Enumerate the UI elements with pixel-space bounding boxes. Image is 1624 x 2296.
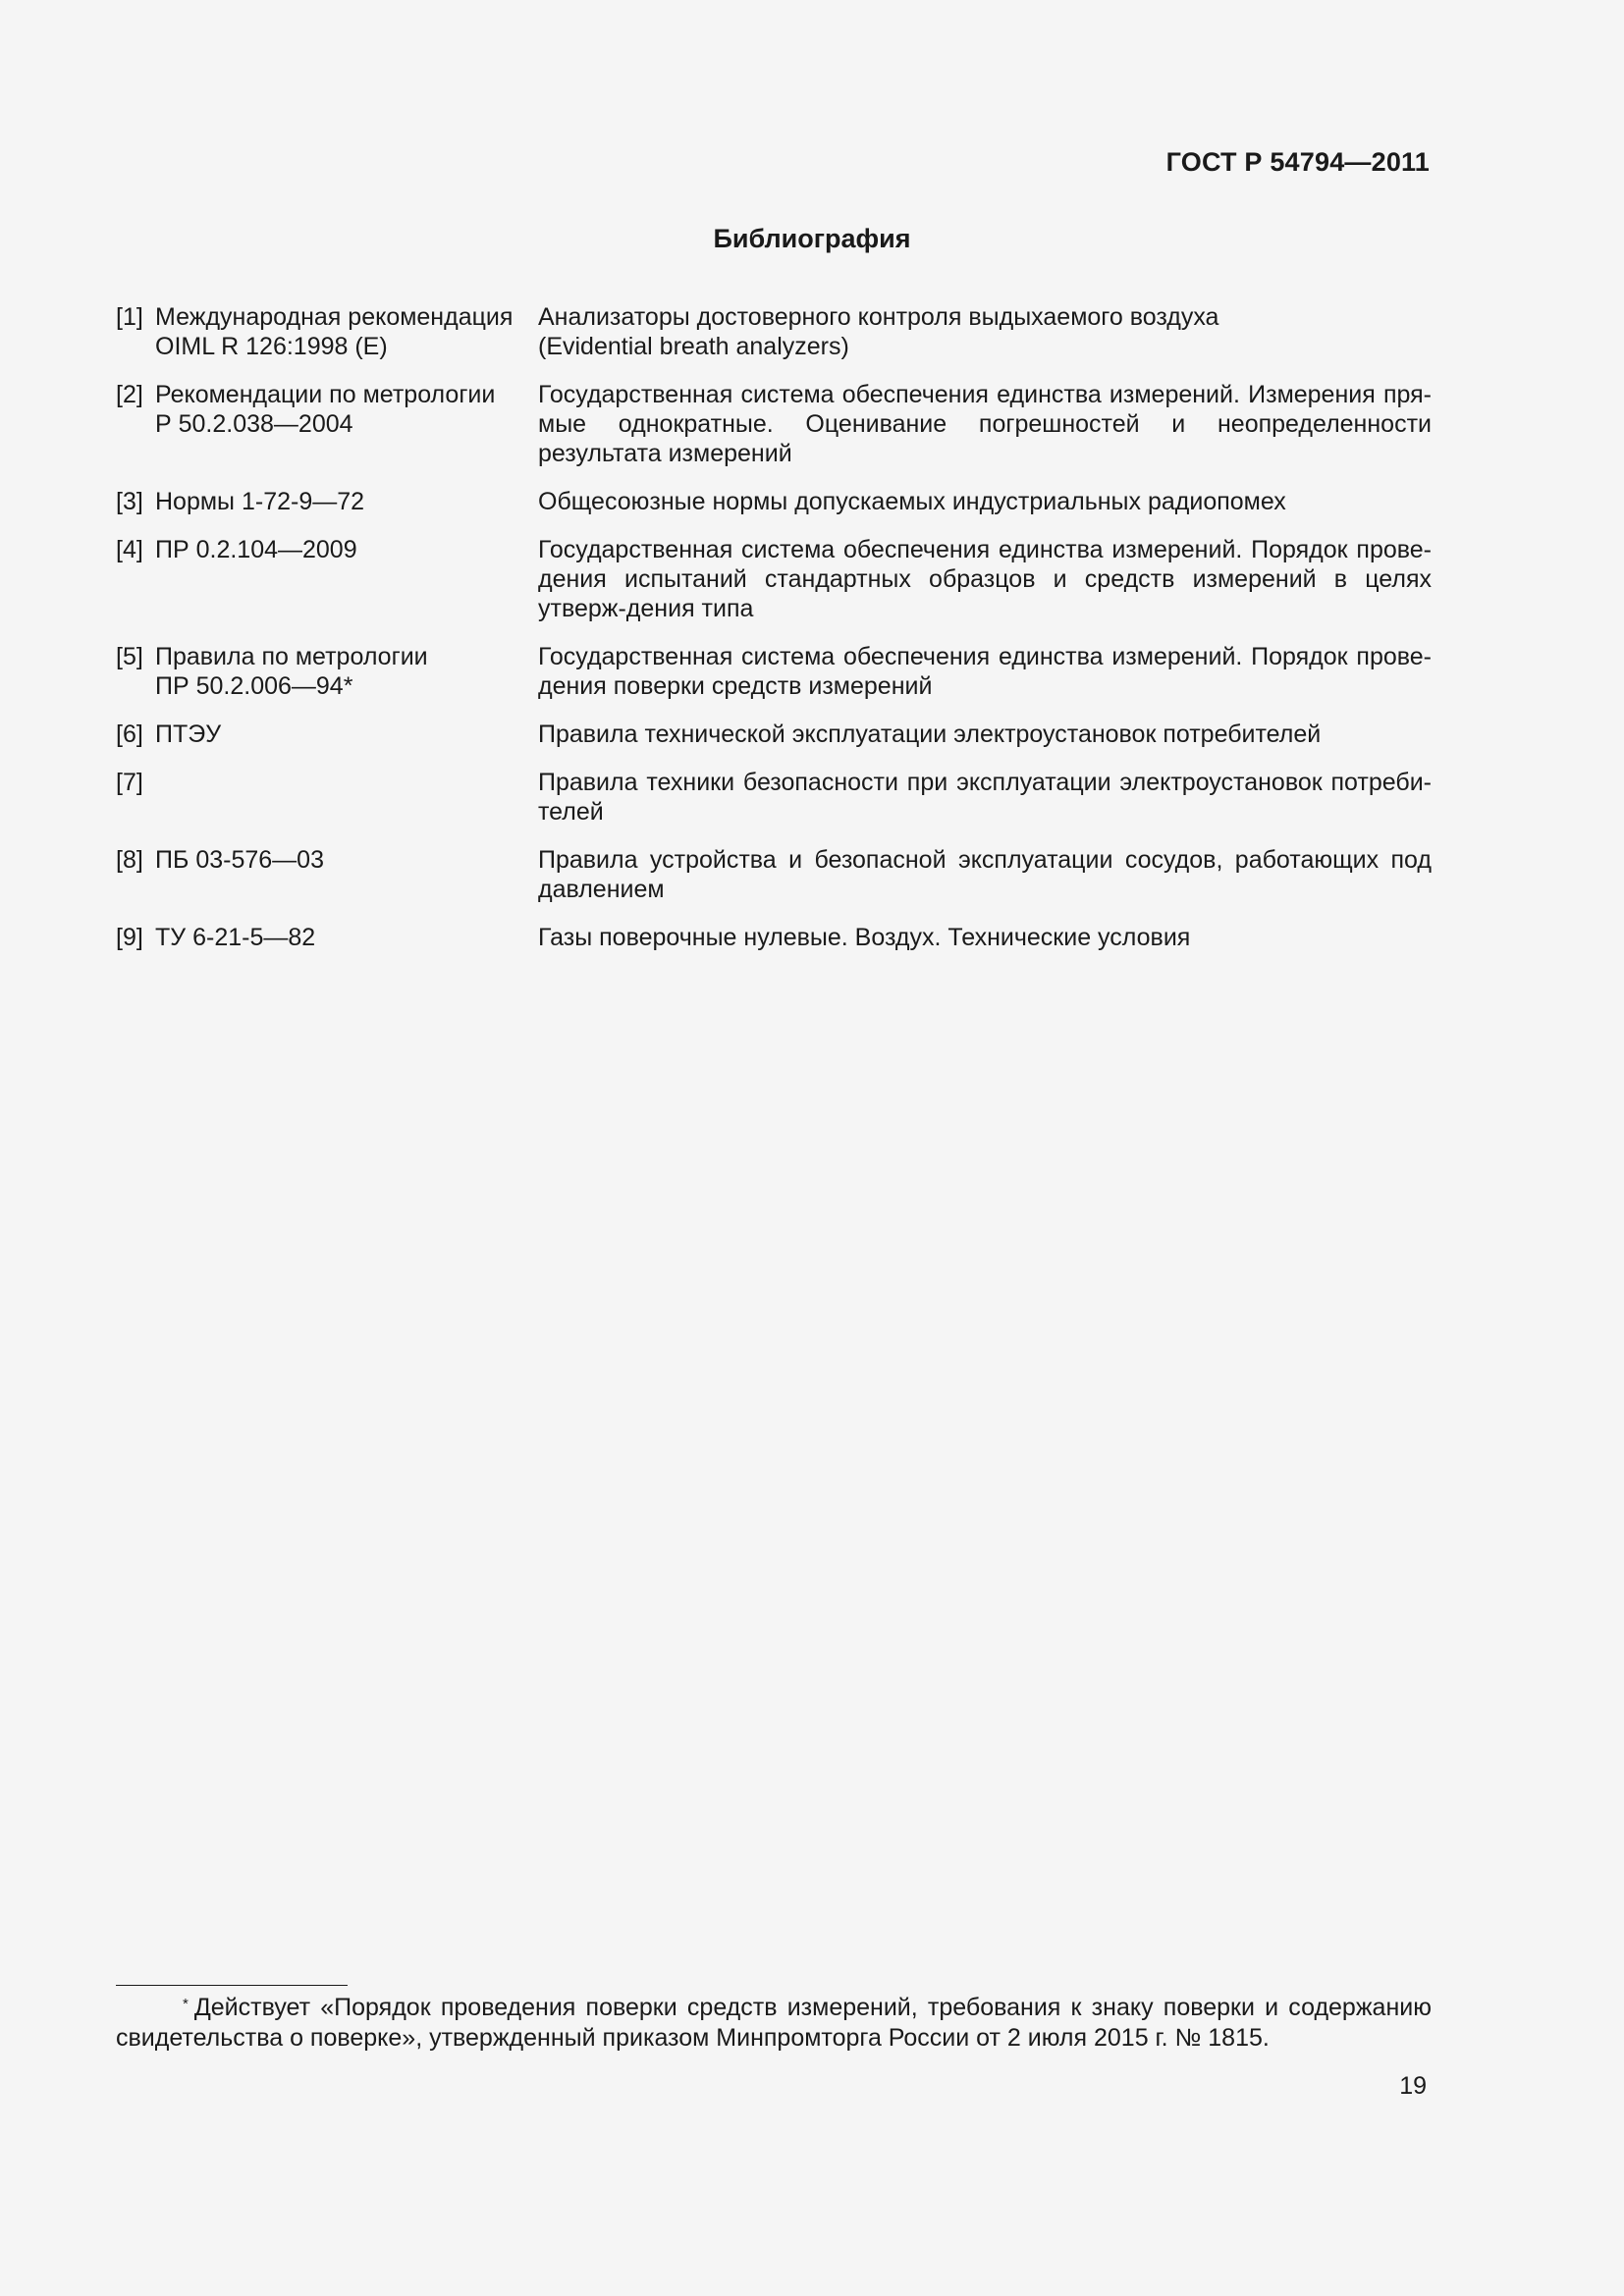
entry-number: [4] xyxy=(116,536,143,563)
entry-description: Газы поверочные нулевые. Воздух. Технические условия xyxy=(538,924,1191,951)
entry-number: [5] xyxy=(116,643,143,670)
bibliography-entry xyxy=(116,720,1432,749)
entry-number: [7] xyxy=(116,769,143,796)
page-number: 19 xyxy=(1399,2072,1427,2100)
bibliography-entry xyxy=(116,768,1432,827)
entry-source: ПТЭУ xyxy=(155,721,222,748)
footnote xyxy=(116,1993,1432,2054)
entry-description: Анализаторы достоверного контроля выдыхаемого воздуха (Evidential breath analyzers) xyxy=(538,303,1219,360)
entry-number: [3] xyxy=(116,488,143,515)
entry-number: [9] xyxy=(116,924,143,951)
entry-description: Общесоюзные нормы допускаемых индустриальных радиопомех xyxy=(538,488,1286,515)
document-code: ГОСТ Р 54794—2011 xyxy=(1165,147,1430,177)
bibliography-entry xyxy=(116,535,1432,623)
footnote-text: Действует «Порядок проведения поверки средств измерений, требования к знаку поверки и содержанию свидетельства о поверке», утвержденный приказом Минпромторга России от 2 июля 2015 г. № 1815. xyxy=(116,1994,1432,2052)
bibliography-list xyxy=(116,302,1432,971)
entry-description: Государственная система обеспечения единства измерений. Порядок прове-дения испытаний стандартных образцов и средств измерений в целях утверж-дения типа xyxy=(538,536,1432,622)
entry-number: [8] xyxy=(116,846,143,874)
entry-number: [2] xyxy=(116,381,143,408)
entry-description: Правила технической эксплуатации электроустановок потребителей xyxy=(538,721,1322,748)
entry-source: Международная рекомендация OIML R 126:1998 (E) xyxy=(155,303,514,360)
bibliography-entry xyxy=(116,302,1432,361)
bibliography-entry xyxy=(116,380,1432,468)
entry-description: Государственная система обеспечения единства измерений. Порядок прове-дения поверки средств измерений xyxy=(538,643,1432,700)
footnote-marker: * xyxy=(183,1996,189,2012)
entry-source xyxy=(155,768,538,827)
entry-source: ПБ 03-576—03 xyxy=(155,846,324,874)
entry-source: Рекомендации по метрологии Р 50.2.038—2004 xyxy=(155,381,496,438)
bibliography-entry xyxy=(116,923,1432,952)
bibliography-entry xyxy=(116,642,1432,701)
entry-number: [6] xyxy=(116,721,143,748)
entry-source: Нормы 1-72-9—72 xyxy=(155,488,365,515)
entry-source: ТУ 6-21-5—82 xyxy=(155,924,316,951)
entry-description: Правила техники безопасности при эксплуатации электроустановок потреби-телей xyxy=(538,769,1432,826)
entry-source: ПР 0.2.104—2009 xyxy=(155,536,357,563)
footnote-divider xyxy=(116,1985,348,1986)
bibliography-entry xyxy=(116,845,1432,904)
entry-number: [1] xyxy=(116,303,143,331)
entry-description: Правила устройства и безопасной эксплуатации сосудов, работающих под давлением xyxy=(538,846,1432,903)
entry-source: Правила по метрологии ПР 50.2.006—94* xyxy=(155,643,428,700)
entry-description: Государственная система обеспечения единства измерений. Измерения пря-мые однократные. Оценивание погрешностей и неопределенности результата измерений xyxy=(538,381,1432,467)
bibliography-entry xyxy=(116,487,1432,516)
section-title: Библиография xyxy=(713,224,911,253)
